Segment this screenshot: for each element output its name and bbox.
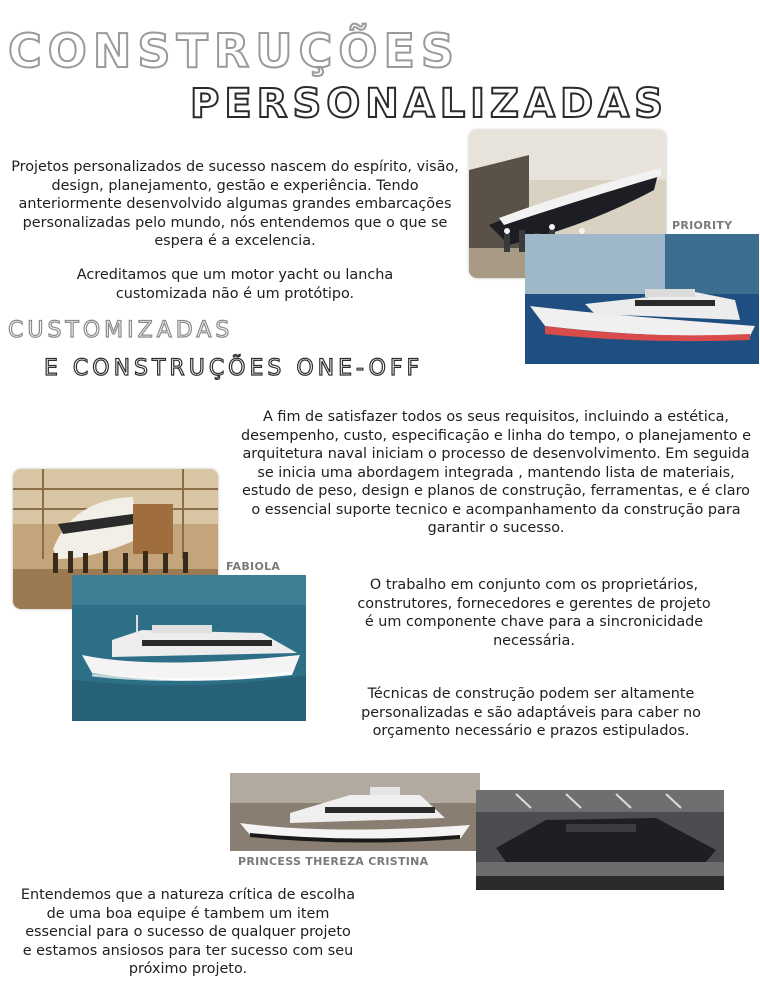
- body-paragraph-4: Entendemos que a natureza crítica de escolha de uma boa equipe é tambem um item essencial para o sucesso de qualquer projeto e estamos ansiosos para ter sucesso com seu próximo projeto.: [20, 887, 356, 977]
- intro-paragraph-1: Projetos personalizados de sucesso nascem do espírito, visão, design, planejamento, gestão e experiência. Tendo anteriormente desenvolvido algumas grandes embarcações personalizadas pelo mundo, nós entendemos que o que se espera é a excelencia.: [11, 159, 459, 249]
- caption-priority: PRIORITY: [672, 219, 733, 232]
- body-paragraph-2: O trabalho em conjunto com os proprietários, construtores, fornecedores e gerentes de projeto é um componente chave para a sincronicidade necessária.: [357, 577, 711, 649]
- page-title-line2: PERSONALIZADAS: [190, 81, 668, 127]
- caption-princess: PRINCESS THEREZA CRISTINA: [238, 855, 429, 868]
- body-paragraph-1: A fim de satisfazer todos os seus requisitos, incluindo a estética, desempenho, custo, especificação e linha do tempo, o planejamento e arquitetura naval iniciam o processo de desenvolvimento. Em seguida se inicia uma abordagem integrada , mantendo lista de materiais, estudo de peso, design e planos de construção, ferramentas, e é claro o essencial suporte tecnico e acompanhamento da construção para garantir o sucesso.: [241, 409, 751, 536]
- intro-paragraph-2: Acreditamos que um motor yacht ou lancha customizada não é um protótipo.: [76, 267, 394, 302]
- section-subtitle-line2: E CONSTRUÇÕES ONE-OFF: [44, 356, 424, 381]
- body-paragraph-3: Técnicas de construção podem ser altamente personalizadas e são adaptáveis para caber no orçamento necessário e prazos estipulados.: [361, 686, 701, 739]
- section-subtitle-line1: CUSTOMIZADAS: [8, 318, 234, 343]
- caption-fabiola: FABIOLA: [226, 560, 281, 573]
- shipyard-photo-construction: [476, 790, 724, 890]
- yacht-photo-priority: [525, 234, 759, 364]
- yacht-photo-fabiola: [72, 575, 306, 721]
- page-title-line1: CONSTRUÇÕES: [8, 24, 461, 78]
- yacht-photo-princess: [230, 773, 480, 851]
